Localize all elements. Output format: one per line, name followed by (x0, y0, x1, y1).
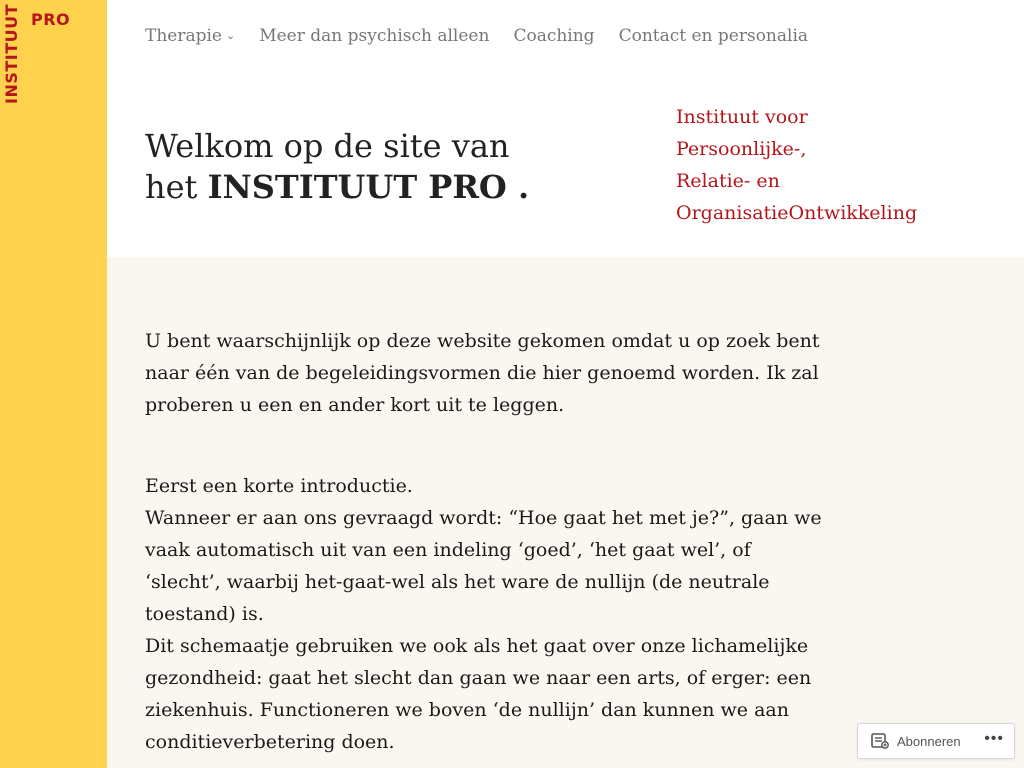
nav-item-contact[interactable]: Contact en personalia (618, 26, 809, 46)
nav-item-therapie[interactable] (145, 26, 235, 46)
title-line-1: Welkom op de site van (145, 127, 510, 165)
sidebar (0, 0, 107, 768)
site-logo[interactable] (0, 0, 107, 120)
nav-item-meer-dan-psychisch[interactable]: Meer dan psychisch alleen (259, 26, 490, 46)
title-suffix: . (506, 168, 530, 206)
site-tagline (676, 101, 976, 229)
logo-pro-text: PRO (31, 10, 71, 29)
title-brand: INSTITUUT PRO (207, 168, 507, 206)
main-content (145, 325, 825, 758)
tagline-line: Persoonlijke-, (676, 138, 807, 160)
tagline-line: OrganisatieOntwikkeling (676, 202, 918, 224)
reader-icon (871, 733, 889, 749)
paragraph-introduction-heading: Eerst een korte introductie. (145, 475, 413, 497)
paragraph-question: Wanneer er aan ons gevraagd wordt: “Hoe gaat het met je?”, gaan we vaak automatisch uit van een indeling ‘goed’, ‘het gaat wel’, of ‘slecht’, waarbij het-gaat-wel als het ware de nullijn (de neutrale toestand) is. (145, 507, 822, 625)
nav-item-coaching[interactable]: Coaching (513, 26, 595, 46)
tagline-line: Instituut voor (676, 106, 808, 128)
follow-widget (857, 723, 1015, 759)
tagline-line: Relatie- en (676, 170, 780, 192)
title-prefix: het (145, 168, 208, 206)
page-title (145, 126, 529, 208)
main-navigation (145, 26, 832, 46)
subscribe-button[interactable] (858, 724, 961, 758)
title-line-2 (145, 167, 529, 208)
chevron-down-icon: ⌄ (226, 29, 236, 42)
more-options-icon[interactable]: ••• (984, 730, 1004, 747)
paragraph-schema: Dit schemaatje gebruiken we ook als het gaat over onze lichamelijke gezondheid: gaat het slecht dan gaan we naar een arts, of erger: een ziekenhuis. Functioneren we boven ‘de nullijn’ dan kunnen we aan conditieverbetering doen. (145, 635, 812, 753)
site-header (107, 0, 1024, 257)
subscribe-label: Abonneren (897, 733, 961, 749)
nav-item-label: Therapie (145, 26, 222, 46)
logo-instituut-text: INSTITUUT (2, 3, 21, 104)
paragraph-intro: U bent waarschijnlijk op deze website gekomen omdat u op zoek bent naar één van de begeleidingsvormen die hier genoemd worden. Ik zal proberen u een en ander kort uit te leggen. (145, 330, 820, 416)
